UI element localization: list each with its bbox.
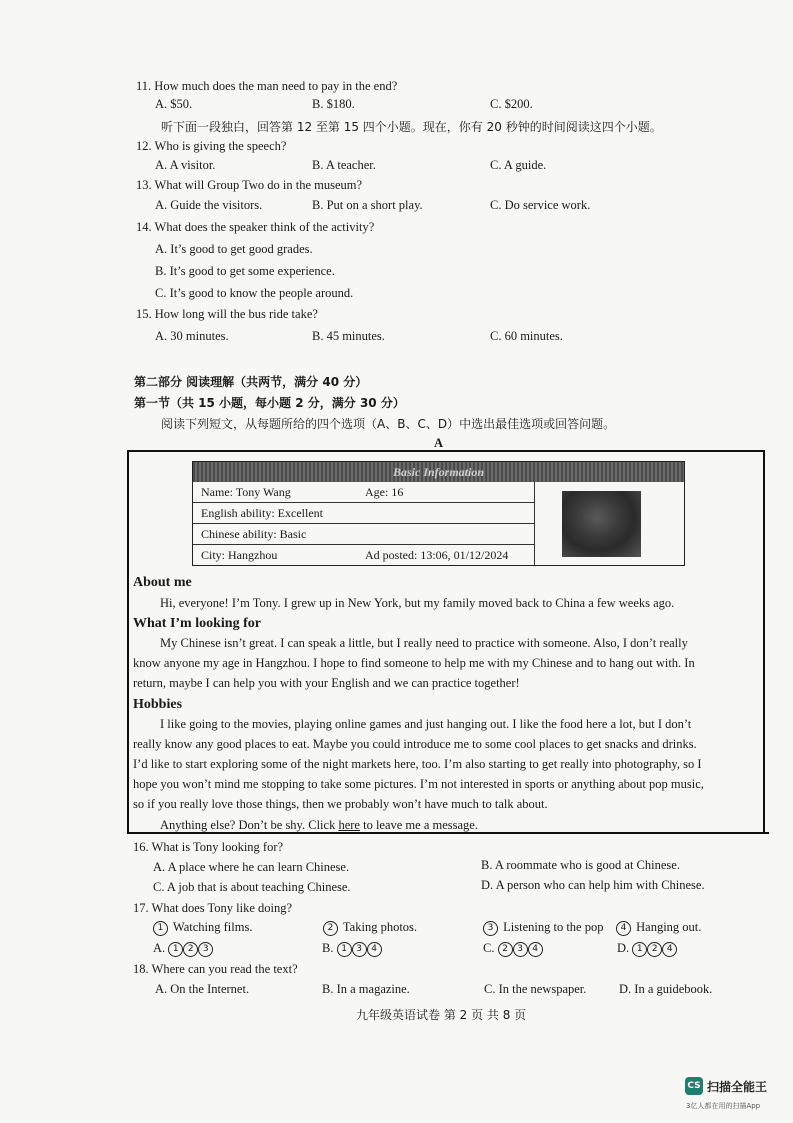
q16-option-d: D. A person who can help him with Chinese. — [481, 878, 705, 892]
q13-option-a: A. Guide the visitors. — [155, 198, 263, 212]
part2-title: 第二部分 阅读理解（共两节，满分 40 分） — [134, 375, 368, 389]
about-me-heading: About me — [133, 575, 192, 590]
q14-option-a: A. It’s good to get good grades. — [155, 242, 313, 256]
page-footer: 九年级英语试卷 第 2 页 共 8 页 — [356, 1008, 527, 1022]
circled-number-2: 2 — [498, 942, 513, 957]
circled-number-3: 3 — [352, 942, 367, 957]
info-age: Age: 16 — [365, 485, 404, 499]
closing-text-pre: Anything else? Don’t be shy. Click — [160, 818, 339, 832]
question-18: 18. Where can you read the text? — [133, 962, 298, 976]
circled-number-2: 2 — [647, 942, 662, 957]
closing-text-post: to leave me a message. — [359, 818, 478, 832]
question-17: 17. What does Tony like doing? — [133, 901, 293, 915]
q17-option-d-letter: D. — [617, 941, 630, 955]
q15-option-c: C. 60 minutes. — [490, 329, 563, 343]
circled-number-3: 3 — [198, 942, 213, 957]
hobbies-line-5: so if you really love those things, then we probably won’t have much to talk about. — [133, 797, 548, 811]
circled-number-4: 4 — [528, 942, 543, 957]
info-table-header: Basic Information — [193, 462, 684, 482]
circled-number-1: 1 — [337, 942, 352, 957]
q16-option-b: B. A roommate who is good at Chinese. — [481, 858, 680, 872]
q16-option-c: C. A job that is about teaching Chinese. — [153, 880, 351, 894]
q16-option-a: A. A place where he can learn Chinese. — [153, 860, 350, 874]
info-ad-posted: Ad posted: 13:06, 01/12/2024 — [365, 548, 509, 562]
looking-for-line-3: return, maybe I can help you with your English and we can practice together! — [133, 676, 520, 690]
q17-option-c-letter: C. — [483, 941, 495, 955]
looking-for-line-1: My Chinese isn’t great. I can speak a little, but I really need to practice with someone. Also, I don’t really — [160, 636, 688, 650]
circled-number-4: 4 — [616, 921, 631, 936]
passage-label: A — [434, 436, 444, 450]
circled-number-4: 4 — [662, 942, 677, 957]
q17-item-1 — [153, 920, 252, 936]
reading-instruction: 阅读下列短文，从每题所给的四个选项（A、B、C、D）中选出最佳选项或回答问题。 — [161, 417, 616, 431]
hobbies-line-3: I’d like to start exploring some of the night markets here, too. I’m also starting to get really into photography, so I — [133, 757, 702, 771]
q17-item-2-text: Taking photos. — [342, 920, 418, 934]
row-divider — [193, 544, 534, 545]
circled-number-1: 1 — [168, 942, 183, 957]
circled-number-2: 2 — [323, 921, 338, 936]
question-12: 12. Who is giving the speech? — [136, 139, 287, 153]
info-name: Name: Tony Wang — [201, 485, 291, 499]
row-divider — [193, 502, 534, 503]
watermark-app-name: 扫描全能王 — [707, 1080, 768, 1094]
q13-option-c: C. Do service work. — [490, 198, 591, 212]
question-15: 15. How long will the bus ride take? — [136, 307, 318, 321]
question-14: 14. What does the speaker think of the activity? — [136, 220, 375, 234]
info-chinese-ability: Chinese ability: Basic — [201, 527, 307, 541]
q18-option-a: A. On the Internet. — [155, 982, 250, 996]
q18-option-b: B. In a magazine. — [322, 982, 410, 996]
q18-option-c: C. In the newspaper. — [484, 982, 587, 996]
profile-photo-box — [534, 482, 685, 565]
info-english-ability: English ability: Excellent — [201, 506, 323, 520]
q12-option-c: C. A guide. — [490, 158, 547, 172]
q14-option-b: B. It’s good to get some experience. — [155, 264, 335, 278]
q11-option-b: B. $180. — [312, 97, 355, 111]
circled-number-4: 4 — [367, 942, 382, 957]
looking-for-heading: What I’m looking for — [133, 616, 261, 631]
hobbies-heading: Hobbies — [133, 697, 183, 712]
info-city: City: Hangzhou — [201, 548, 278, 562]
q17-option-b — [322, 941, 382, 957]
q13-option-b: B. Put on a short play. — [312, 198, 423, 212]
row-divider — [193, 523, 534, 524]
q11-option-c: C. $200. — [490, 97, 533, 111]
q17-item-4-text: Hanging out. — [636, 920, 702, 934]
hobbies-line-1: I like going to the movies, playing online games and just hanging out. I like the food here a lot, but I don’t — [160, 717, 692, 731]
q17-option-b-letter: B. — [322, 941, 334, 955]
question-13: 13. What will Group Two do in the museum? — [136, 178, 363, 192]
section1-title: 第一节（共 15 小题，每小题 2 分，满分 30 分） — [134, 396, 405, 410]
q17-option-a — [153, 941, 213, 957]
question-11: 11. How much does the man need to pay in the end? — [136, 79, 398, 93]
q18-option-d: D. In a guidebook. — [619, 982, 713, 996]
q17-option-d — [617, 941, 677, 957]
q11-option-a: A. $50. — [155, 97, 193, 111]
q17-item-3-text: Listening to the pop — [503, 920, 604, 934]
q17-item-1-text: Watching films. — [172, 920, 253, 934]
closing-line — [160, 818, 478, 833]
q17-option-c — [483, 941, 543, 957]
circled-number-3: 3 — [513, 942, 528, 957]
looking-for-line-2: know anyone my age in Hangzhou. I hope to find someone to help me with my Chinese and to hang out with. In — [133, 656, 695, 670]
circled-number-2: 2 — [183, 942, 198, 957]
camscanner-logo-icon: CS — [685, 1077, 703, 1095]
q15-option-a: A. 30 minutes. — [155, 329, 229, 343]
q17-item-4 — [616, 920, 701, 936]
circled-number-3: 3 — [483, 921, 498, 936]
q15-option-b: B. 45 minutes. — [312, 329, 385, 343]
basic-info-table — [192, 461, 685, 566]
q12-option-a: A. A visitor. — [155, 158, 216, 172]
hobbies-line-4: hope you won’t mind me stopping to take some pictures. I’m not interested in sports or anything about pop music, — [133, 777, 704, 791]
watermark-tagline: 3亿人都在用的扫描App — [686, 1102, 761, 1110]
question-16: 16. What is Tony looking for? — [133, 840, 284, 854]
circled-number-1: 1 — [153, 921, 168, 936]
q12-option-b: B. A teacher. — [312, 158, 376, 172]
monologue-instruction: 听下面一段独白，回答第 12 至第 15 四个小题。现在，你有 20 秒钟的时间阅读这四个小题。 — [161, 120, 662, 134]
q17-option-a-letter: A. — [153, 941, 166, 955]
circled-number-1: 1 — [632, 942, 647, 957]
q17-item-2 — [323, 920, 417, 936]
message-link[interactable]: here — [338, 818, 360, 832]
hobbies-line-2: really know any good places to eat. Maybe you could introduce me to some cool places to get snacks and drinks. — [133, 737, 697, 751]
q17-item-3 — [483, 920, 603, 936]
about-me-text: Hi, everyone! I’m Tony. I grew up in New York, but my family moved back to China a few weeks ago. — [160, 596, 675, 610]
q14-option-c: C. It’s good to know the people around. — [155, 286, 354, 300]
profile-photo — [562, 491, 641, 557]
